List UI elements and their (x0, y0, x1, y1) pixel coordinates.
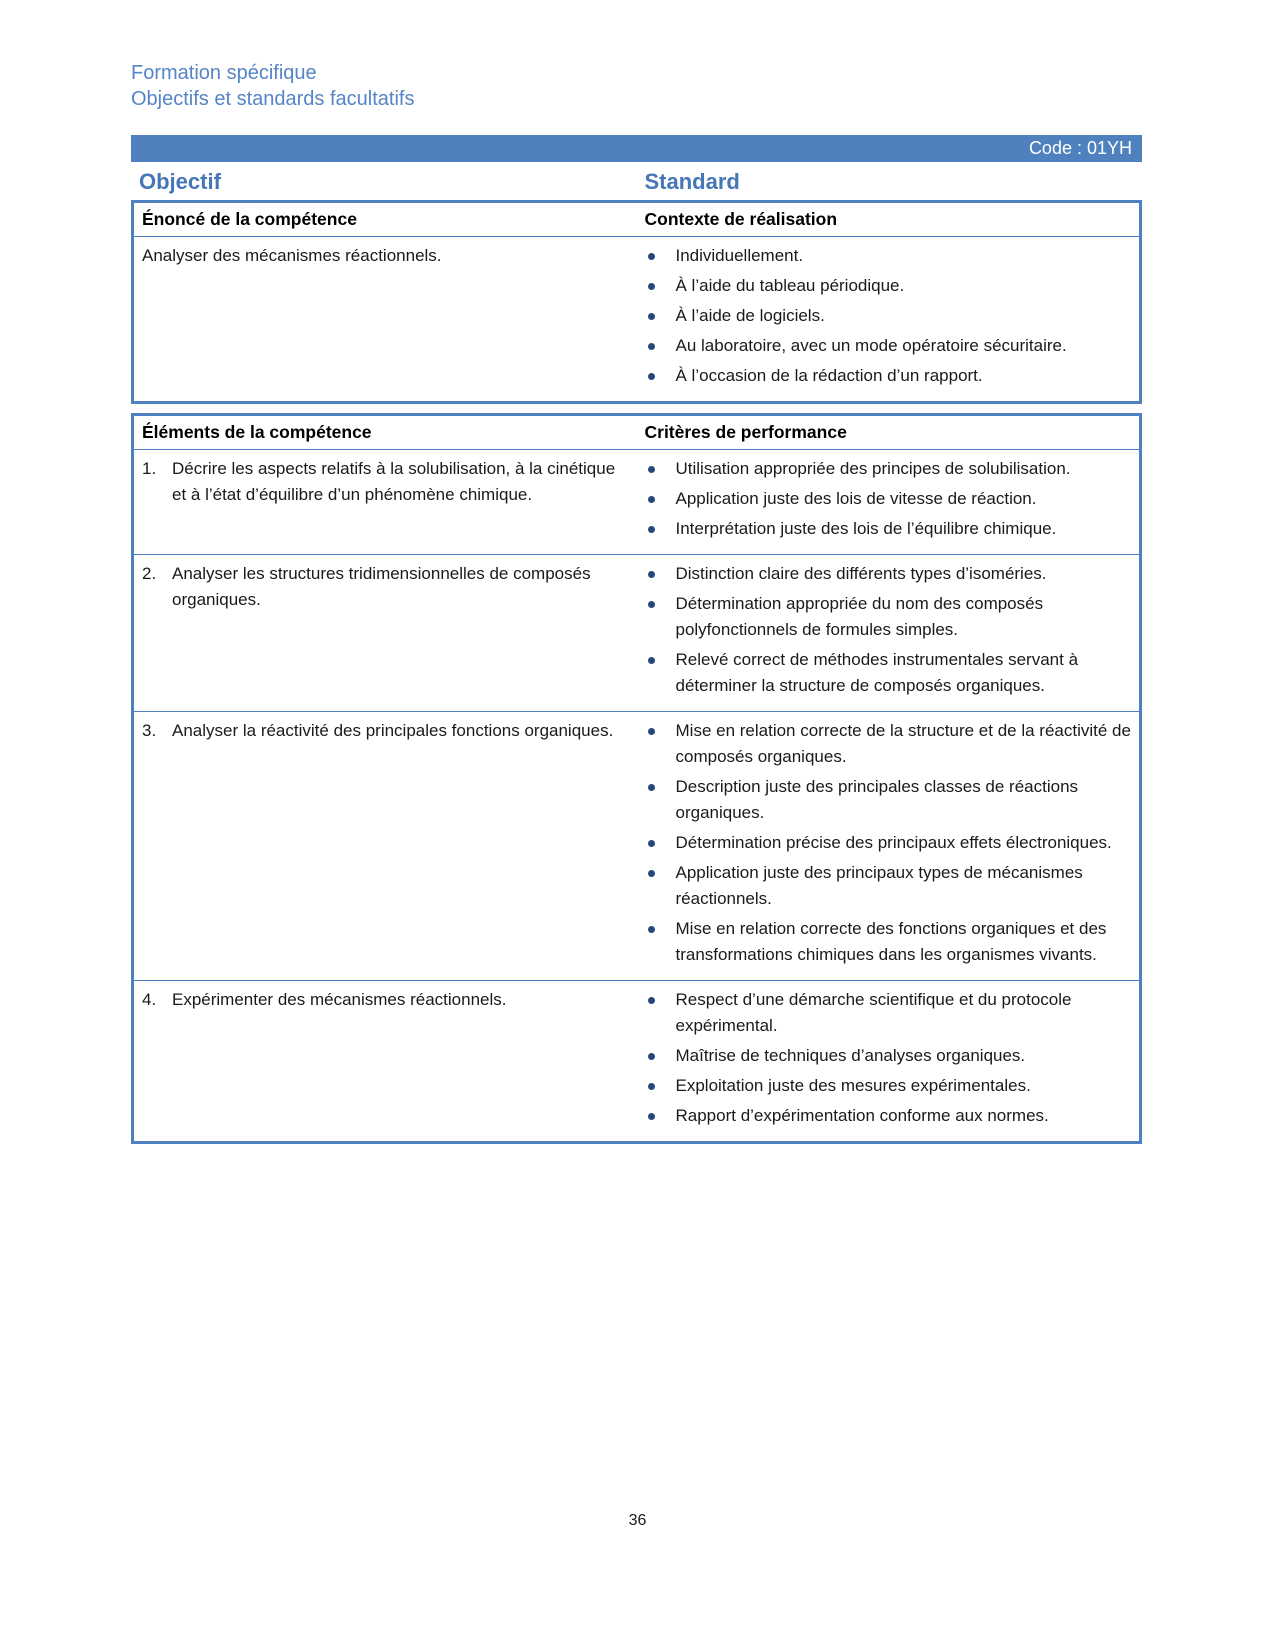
elements-table-body (133, 450, 1141, 1143)
bullet-item: Maîtrise de techniques d’analyses organiques. (645, 1043, 1132, 1069)
code-banner (131, 135, 1142, 162)
bullet-item: Au laboratoire, avec un mode opératoire sécuritaire. (645, 333, 1132, 359)
bullet-item: Utilisation appropriée des principes de solubilisation. (645, 456, 1132, 482)
bullet-item: Détermination précise des principaux effets électroniques. (645, 830, 1132, 856)
criteria-list (645, 561, 1132, 699)
element-text: Décrire les aspects relatifs à la solubilisation, à la cinétique et à l’état d’équilibre d’un phénomène chimique. (172, 459, 616, 504)
element-number: 4. (142, 990, 157, 1009)
element-row (133, 450, 1141, 555)
column-titles (131, 167, 1142, 197)
element-number: 1. (142, 459, 157, 478)
contexte-header: Contexte de réalisation (637, 202, 1141, 237)
element-numbered (142, 987, 629, 1013)
element-cell (133, 555, 637, 712)
bullet-item: Distinction claire des différents types d’isoméries. (645, 561, 1132, 587)
criteria-cell (637, 555, 1141, 712)
bullet-item: Relevé correct de méthodes instrumentales servant à déterminer la structure de composés organiques. (645, 647, 1132, 699)
bullet-item: Exploitation juste des mesures expérimentales. (645, 1073, 1132, 1099)
bullet-item: Interprétation juste des lois de l’équilibre chimique. (645, 516, 1132, 542)
competence-header-row (133, 202, 1141, 237)
criteria-list (645, 987, 1132, 1129)
element-row (133, 981, 1141, 1143)
criteria-cell (637, 450, 1141, 555)
bullet-item: Application juste des lois de vitesse de réaction. (645, 486, 1132, 512)
competence-table-head (133, 202, 1141, 237)
competence-table (131, 200, 1142, 404)
table-gap (131, 404, 1142, 413)
element-row (133, 712, 1141, 981)
document-header (131, 60, 1142, 112)
criteria-list (645, 718, 1132, 968)
element-text: Analyser la réactivité des principales fonctions organiques. (172, 721, 614, 740)
bullet-item: Respect d’une démarche scientifique et du protocole expérimental. (645, 987, 1132, 1039)
page-number: 36 (628, 1512, 647, 1529)
elements-header-row (133, 415, 1141, 450)
bullet-item: Mise en relation correcte de la structure et de la réactivité de composés organiques. (645, 718, 1132, 770)
criteres-header: Critères de performance (637, 415, 1141, 450)
bullet-item: Mise en relation correcte des fonctions organiques et des transformations chimiques dans les organismes vivants. (645, 916, 1132, 968)
bullet-item: À l’aide du tableau périodique. (645, 273, 1132, 299)
enonce-header: Énoncé de la compétence (133, 202, 637, 237)
criteria-list (645, 456, 1132, 542)
bullet-item: Description juste des principales classes de réactions organiques. (645, 774, 1132, 826)
element-cell (133, 712, 637, 981)
bullet-item: Individuellement. (645, 243, 1132, 269)
element-numbered (142, 561, 629, 613)
element-row (133, 555, 1141, 712)
standard-title: Standard (644, 169, 740, 194)
elements-table (131, 413, 1142, 1144)
bullet-item: À l’occasion de la rédaction d’un rapport. (645, 363, 1132, 389)
element-number: 2. (142, 564, 157, 583)
criteria-cell (637, 981, 1141, 1143)
element-numbered (142, 456, 629, 508)
bullet-item: Application juste des principaux types de mécanismes réactionnels. (645, 860, 1132, 912)
header-line-objectifs: Objectifs et standards facultatifs (131, 88, 415, 110)
competence-statement: Analyser des mécanismes réactionnels. (142, 246, 442, 265)
element-text: Expérimenter des mécanismes réactionnels. (172, 990, 507, 1009)
page-content (131, 60, 1142, 1144)
element-number: 3. (142, 721, 157, 740)
element-numbered (142, 718, 629, 744)
element-cell (133, 450, 637, 555)
context-cell (637, 237, 1141, 403)
bullet-item: Détermination appropriée du nom des composés polyfonctionnels de formules simples. (645, 591, 1132, 643)
bullet-item: À l’aide de logiciels. (645, 303, 1132, 329)
elements-table-head (133, 415, 1141, 450)
criteria-cell (637, 712, 1141, 981)
code-label: Code : 01YH (1028, 138, 1132, 158)
objectif-title: Objectif (139, 169, 221, 194)
context-list (645, 243, 1132, 389)
bullet-item: Rapport d’expérimentation conforme aux normes. (645, 1103, 1132, 1129)
element-text: Analyser les structures tridimensionnelles de composés organiques. (172, 564, 591, 609)
competence-table-body (133, 237, 1141, 403)
competence-row (133, 237, 1141, 403)
element-cell (133, 981, 637, 1143)
elements-header: Éléments de la compétence (133, 415, 637, 450)
header-line-formation: Formation spécifique (131, 62, 317, 84)
